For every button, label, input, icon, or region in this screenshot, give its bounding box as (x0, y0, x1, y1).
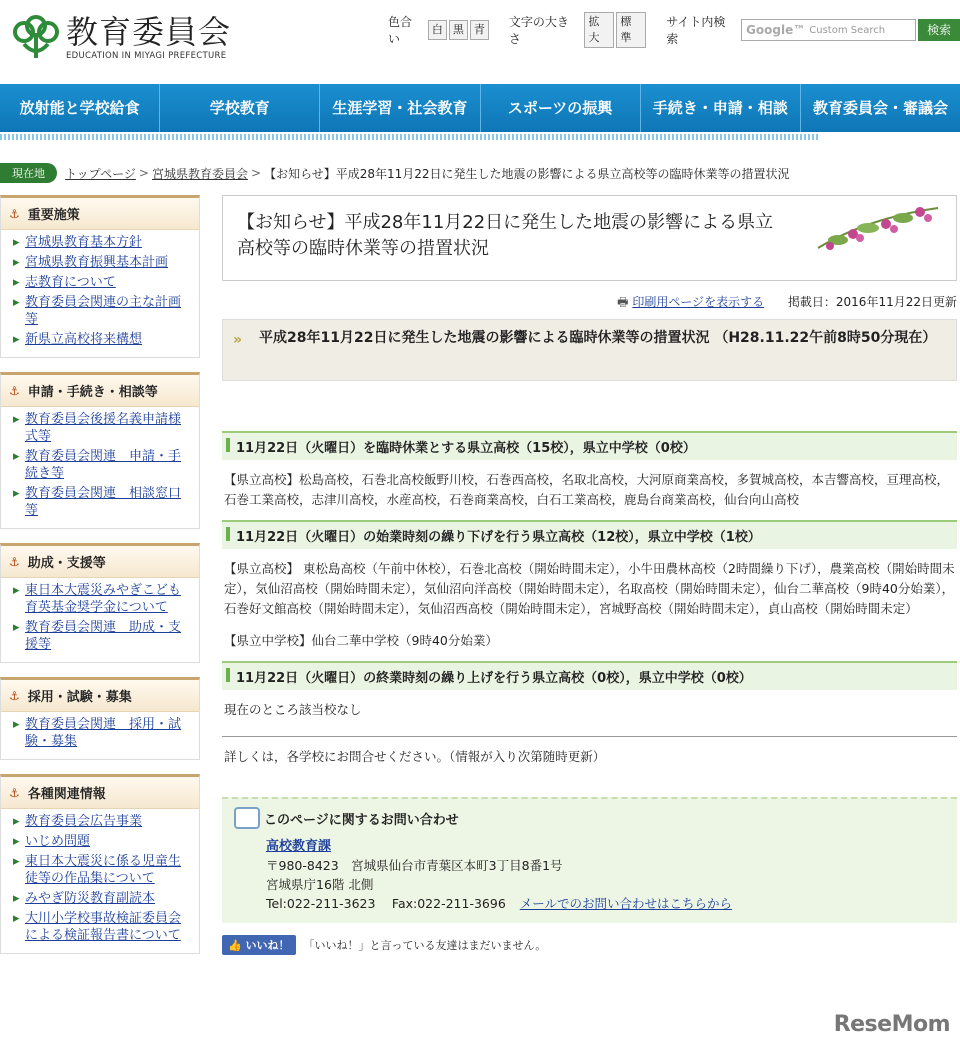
header-tools (388, 12, 960, 48)
facebook-like-widget (222, 935, 957, 955)
facebook-like-text: 「いいね！」と言っている友達はまだいません。 (303, 939, 547, 952)
nav-procedures[interactable]: 手続き・申請・相談 (641, 84, 801, 132)
page-title: 【お知らせ】平成28年11月22日に発生した地震の影響による県立高校等の臨時休業等の措置状況 (237, 212, 774, 259)
sidebar-link[interactable]: ▸ いじめ問題 (13, 833, 191, 850)
contact-note: 詳しくは，各学校にお問合せください。（情報が入り次第随時更新） (224, 749, 606, 764)
breadcrumb-board[interactable]: 宮城県教育委員会 (151, 166, 248, 181)
subsection-delayed-start-heading: 11月22日（火曜日）の始業時刻の繰り下げを行う県立高校（12校），県立中学校（1校） (222, 520, 957, 549)
early-dismissal-body: 現在のところ該当校なし (224, 702, 362, 717)
facebook-like-label: いいね！ (245, 939, 290, 952)
flower-decoration-icon (808, 198, 948, 256)
sidebar-box-title: 申請・手続き・相談等 (27, 385, 158, 400)
contact-box (222, 797, 957, 923)
search-button[interactable]: 検索 (918, 19, 960, 41)
sidebar-anchor-icon: ⚓ (9, 785, 20, 800)
sidebar-link[interactable]: ▸ みやぎ防災教育副読本 (13, 890, 191, 907)
posted-date: 掲載日：2016年11月22日更新 (787, 295, 957, 309)
breadcrumb-current: 【お知らせ】平成28年11月22日に発生した地震の影響による県立高校等の臨時休業等の措置状況 (264, 166, 790, 181)
speech-bubble-icon (234, 807, 260, 829)
nav-board[interactable]: 教育委員会・審議会 (812, 99, 948, 117)
color-black-button[interactable]: 黒 (449, 20, 468, 40)
color-white-button[interactable]: 白 (428, 20, 447, 40)
sidebar-box-recruitment (0, 677, 200, 760)
miyagi-logo-icon (10, 14, 62, 62)
breadcrumb (0, 163, 960, 183)
sidebar-anchor-icon: ⚓ (9, 206, 20, 221)
contact-department-link[interactable]: 高校教育課 (266, 839, 332, 854)
watermark-logo: ReseMom (833, 1012, 950, 1037)
contact-mail-link[interactable]: メールでのお問い合わせはこちらから (519, 896, 733, 911)
contact-phone: Tel:022-211-3623 Fax:022-211-3696 (266, 896, 506, 911)
sidebar-link[interactable]: ▸ 東日本大震災に係る児童生徒等の作品集について (13, 853, 191, 887)
page-title-box (222, 195, 957, 281)
sidebar-link[interactable]: ▸ 教育委員会関連 申請・手続き等 (13, 448, 191, 482)
delayed-start-high-schools: 【県立高校】 東松島高校（午前中休校），石巻北高校（開始時間未定），小牛田農林高校（2時間繰り下げ），農業高校（開始時間未定），気仙沼高校（開始時間未定），気仙沼向洋高校（開始時間未定），名取高校（開始時間未定），仙台二華高校（9時40分始業），石巻好文館高校（開始時間未定），気仙沼西高校（開始時間未定），宮城野高校（開始時間未定），貞山高校（開始時間未定） (224, 561, 955, 616)
sidebar-link[interactable]: ▸ 志教育について (13, 274, 191, 291)
sidebar-box-title: 助成・支援等 (27, 556, 106, 571)
nav-school-education[interactable]: 学校教育 (160, 84, 320, 132)
sidebar-box-policies (0, 195, 200, 358)
sidebar-link[interactable]: ▸ 教育委員会広告事業 (13, 813, 191, 830)
sidebar-link[interactable]: ▸ 教育委員会関連 相談窓口等 (13, 485, 191, 519)
search-placeholder: Custom Search (809, 24, 886, 36)
font-enlarge-button[interactable]: 拡大 (584, 12, 614, 48)
subsection-early-dismissal-heading: 11月22日（火曜日）の終業時刻の繰り上げを行う県立高校（0校），県立中学校（0校） (222, 661, 957, 690)
sidebar-box-support (0, 543, 200, 663)
section-heading-text: 平成28年11月22日に発生した地震の影響による臨時休業等の措置状況 （H28.11.22午前8時50分現在） (259, 330, 937, 346)
font-size-label: 文字の大きさ (508, 15, 569, 46)
nav-stripe (0, 134, 820, 140)
breadcrumb-separator: > (251, 166, 262, 180)
font-standard-button[interactable]: 標準 (616, 12, 646, 48)
google-brand: Google™ (746, 23, 806, 37)
sidebar-anchor-icon: ⚓ (9, 554, 20, 569)
nav-sports[interactable]: スポーツの振興 (481, 84, 641, 132)
contact-address: 〒980-8423 宮城県仙台市青葉区本町3丁目8番1号 (266, 858, 563, 873)
search-label: サイト内検索 (666, 15, 726, 46)
site-subtitle: EDUCATION IN MIYAGI PREFECTURE (66, 51, 227, 61)
contact-address-floor: 宮城県庁16階 北側 (266, 877, 374, 892)
sidebar-anchor-icon: ⚓ (9, 383, 20, 398)
page-meta (222, 293, 957, 315)
section-heading (222, 319, 957, 381)
site-title: 教育委員会 (66, 13, 232, 51)
sidebar-link[interactable]: ▸ 新県立高校将来構想 (13, 331, 191, 348)
thumbs-up-icon: 👍 (228, 939, 242, 952)
sidebar (0, 195, 200, 968)
nav-lifelong-learning[interactable]: 生涯学習・社会教育 (320, 84, 480, 132)
nav-radiation[interactable]: 放射能と学校給食 (0, 84, 160, 132)
sidebar-box-title: 各種関連情報 (27, 787, 106, 802)
site-header (0, 0, 960, 84)
sidebar-anchor-icon: ⚓ (9, 688, 20, 703)
print-link[interactable]: 印刷用ページを表示する (632, 295, 765, 309)
facebook-like-button[interactable] (222, 935, 296, 955)
closures-list: 【県立高校】松島高校，石巻北高校飯野川校，石巻西高校，名取北高校，大河原商業高校，多賀城高校，本吉響高校，亘理高校，石巻工業高校，志津川高校，水産高校，石巻商業高校，白石工業高校，鹿島台商業高校，仙台向山高校 (224, 472, 950, 507)
sidebar-box-related (0, 774, 200, 954)
sidebar-box-title: 採用・試験・募集 (27, 690, 132, 705)
sidebar-box-applications (0, 372, 200, 529)
sidebar-link[interactable]: ▸ 教育委員会関連の主な計画等 (13, 294, 191, 328)
sidebar-link[interactable]: ▸ 教育委員会後援名義申請様式等 (13, 411, 191, 445)
breadcrumb-separator: > (138, 166, 149, 180)
sidebar-link[interactable]: ▸ 東日本大震災みやぎこども育英基金奨学金について (13, 582, 191, 616)
search-input[interactable] (741, 19, 916, 41)
sidebar-box-title: 重要施策 (27, 208, 80, 223)
color-blue-button[interactable]: 青 (470, 20, 489, 40)
sidebar-link[interactable]: ▸ 宮城県教育基本方針 (13, 234, 191, 251)
breadcrumb-top[interactable]: トップページ (65, 166, 136, 181)
subsection-closures-heading: 11月22日（火曜日）を臨時休業とする県立高校（15校），県立中学校（0校） (222, 431, 957, 460)
main-nav (0, 84, 960, 132)
delayed-start-junior-high: 【県立中学校】仙台二華中学校（9時40分始業） (224, 633, 498, 648)
main-content (222, 195, 957, 955)
sidebar-link[interactable]: ▸ 大川小学校事故検証委員会による検証報告書について (13, 910, 191, 944)
contact-title: このページに関するお問い合わせ (264, 813, 459, 828)
breadcrumb-badge: 現在地 (0, 163, 57, 183)
printer-icon: 🖶 (617, 295, 629, 309)
site-logo[interactable] (10, 14, 231, 62)
color-label: 色合い (388, 15, 413, 46)
double-chevron-icon: » (233, 332, 243, 348)
sidebar-link[interactable]: ▸ 教育委員会関連 助成・支援等 (13, 619, 191, 653)
sidebar-link[interactable]: ▸ 教育委員会関連 採用・試験・募集 (13, 716, 191, 750)
sidebar-link[interactable]: ▸ 宮城県教育振興基本計画 (13, 254, 191, 271)
